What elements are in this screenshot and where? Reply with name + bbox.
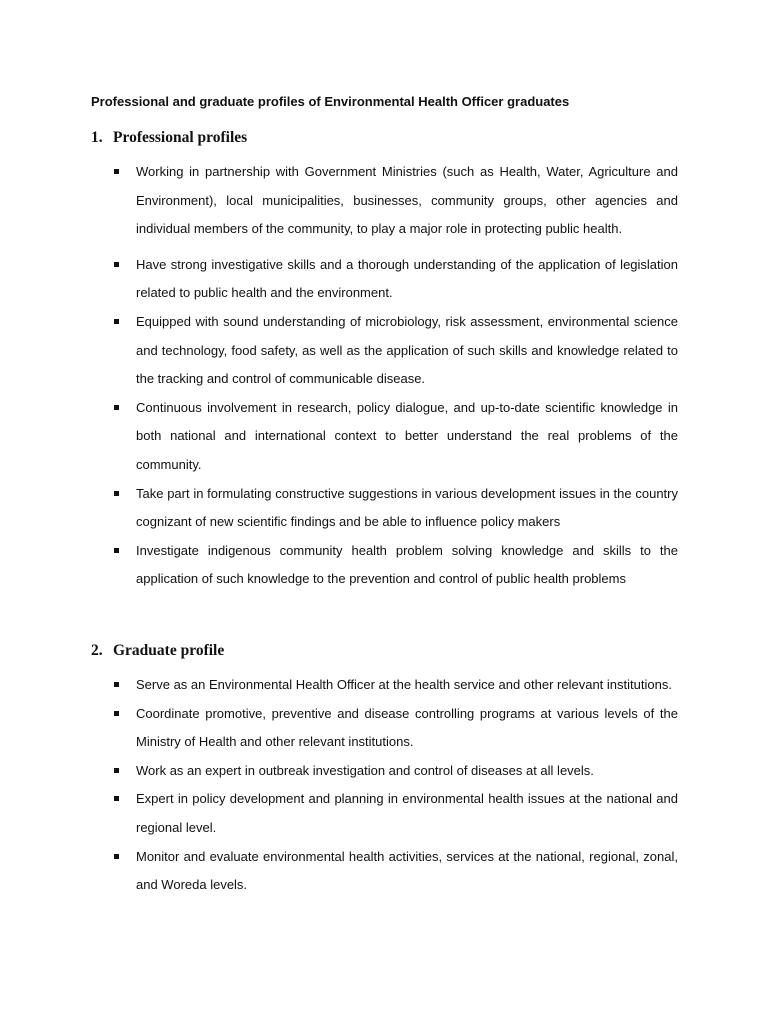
section-heading-professional-profiles	[91, 128, 591, 148]
list-item-text: Expert in policy development and planning in environmental health issues at the national and regional level.	[136, 791, 678, 835]
list-item	[110, 394, 678, 480]
square-bullet-icon	[114, 319, 119, 324]
square-bullet-icon	[114, 169, 119, 174]
graduate-profile-list	[110, 671, 678, 900]
list-item-text: Work as an expert in outbreak investigation and control of diseases at all levels.	[136, 762, 594, 778]
square-bullet-icon	[114, 682, 119, 687]
section-title: Graduate profile	[113, 642, 225, 659]
list-item-text: Serve as an Environmental Health Officer at the health service and other relevant institutions.	[136, 677, 672, 692]
list-item	[110, 700, 678, 757]
list-item-text: Have strong investigative skills and a thorough understanding of the application of legislation related to public health and the environment.	[136, 256, 678, 301]
list-item-text: Working in partnership with Government Ministries (such as Health, Water, Agriculture and Environment), local municipalities, businesses, community groups, other agencies and individual members of the community, to play a major role in protecting public health.	[136, 164, 678, 237]
list-item	[110, 251, 678, 308]
section-heading-graduate-profile	[91, 641, 591, 661]
square-bullet-icon	[114, 405, 119, 410]
list-item-text: Take part in formulating constructive suggestions in various development issues in the country cognizant of new scientific findings and be able to influence policy makers	[136, 485, 678, 530]
document-title: Professional and graduate profiles of Environmental Health Officer graduates	[91, 94, 570, 109]
list-item	[110, 785, 678, 842]
list-item-text: Monitor and evaluate environmental health activities, services at the national, regional, zonal, and Woreda levels.	[136, 848, 678, 893]
list-item	[110, 757, 678, 786]
section-title: Professional profiles	[113, 129, 248, 146]
square-bullet-icon	[114, 768, 119, 773]
list-item	[110, 158, 678, 244]
square-bullet-icon	[114, 548, 119, 553]
list-item-text: Investigate indigenous community health problem solving knowledge and skills to the application of such knowledge to the prevention and control of public health problems	[136, 542, 678, 587]
section-number: 1.	[91, 129, 103, 146]
square-bullet-icon	[114, 796, 119, 801]
list-item	[110, 843, 678, 900]
list-item-text: Coordinate promotive, preventive and disease controlling programs at various levels of the Ministry of Health and other relevant institutions.	[136, 705, 678, 750]
square-bullet-icon	[114, 711, 119, 716]
professional-profiles-list	[110, 158, 678, 594]
section-number: 2.	[91, 642, 103, 659]
list-item	[110, 671, 678, 700]
square-bullet-icon	[114, 262, 119, 267]
square-bullet-icon	[114, 491, 119, 496]
list-item	[110, 480, 678, 537]
list-item	[110, 308, 678, 394]
list-item-text: Continuous involvement in research, policy dialogue, and up-to-date scientific knowledge in both national and international context to better understand the real problems of the community.	[136, 399, 678, 472]
square-bullet-icon	[114, 854, 119, 859]
list-item	[110, 537, 678, 594]
list-item-text: Equipped with sound understanding of microbiology, risk assessment, environmental science and technology, food safety, as well as the application of such skills and knowledge related to the tracking and control of communicable disease.	[136, 313, 678, 387]
